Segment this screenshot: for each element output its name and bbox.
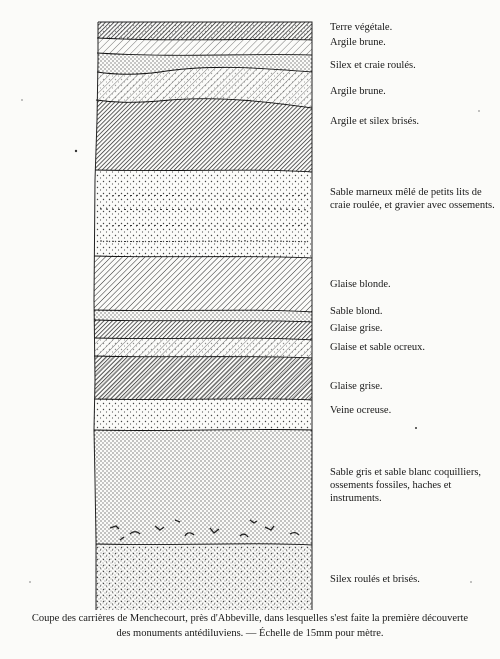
label-argile-brune-1: Argile brune. [330,37,386,48]
label-silex-roules-brises: Silex roulés et brisés. [330,574,420,585]
label-sable-marneux: Sable marneux mêlé de petits lits de craie roulée, et gravier avec ossements. [330,187,495,211]
figure-caption [10,611,490,641]
layer-argile-brune-1 [90,38,320,55]
label-glaise-blonde: Glaise blonde. [330,279,391,290]
caption-line-2: des monuments antédiluviens. — Échelle de 15mm pour mètre. [116,628,384,639]
layer-sable-marneux [90,170,320,258]
label-sable-gris-blanc: Sable gris et sable blanc coquilliers, ossements fossiles, haches et instruments. [330,467,482,504]
caption-line-1: Coupe des carrières de Menchecourt, près d'Abbeville, dans lesquelles s'est faite la première découverte [31,613,469,624]
label-sable-blond: Sable blond. [330,306,383,317]
label-terre-vegetale: Terre végétale. [330,22,393,33]
layer-glaise-grise-1 [90,320,320,340]
layer-veine-ocreuse [90,399,320,431]
label-argile-brune-2: Argile brune. [330,86,386,97]
strata-column [90,22,320,612]
label-glaise-sable-ocreux: Glaise et sable ocreux. [330,342,426,353]
label-veine-ocreuse: Veine ocreuse. [330,405,392,416]
label-argile-silex: Argile et silex brisés. [330,116,420,127]
layer-argile-silex [90,99,320,172]
label-silex-craie: Silex et craie roulés. [330,60,416,71]
label-glaise-grise-1: Glaise grise. [330,323,383,334]
layer-glaise-blonde [90,256,320,312]
label-glaise-grise-2: Glaise grise. [330,381,383,392]
layer-sable-gris-blanc [90,429,320,545]
